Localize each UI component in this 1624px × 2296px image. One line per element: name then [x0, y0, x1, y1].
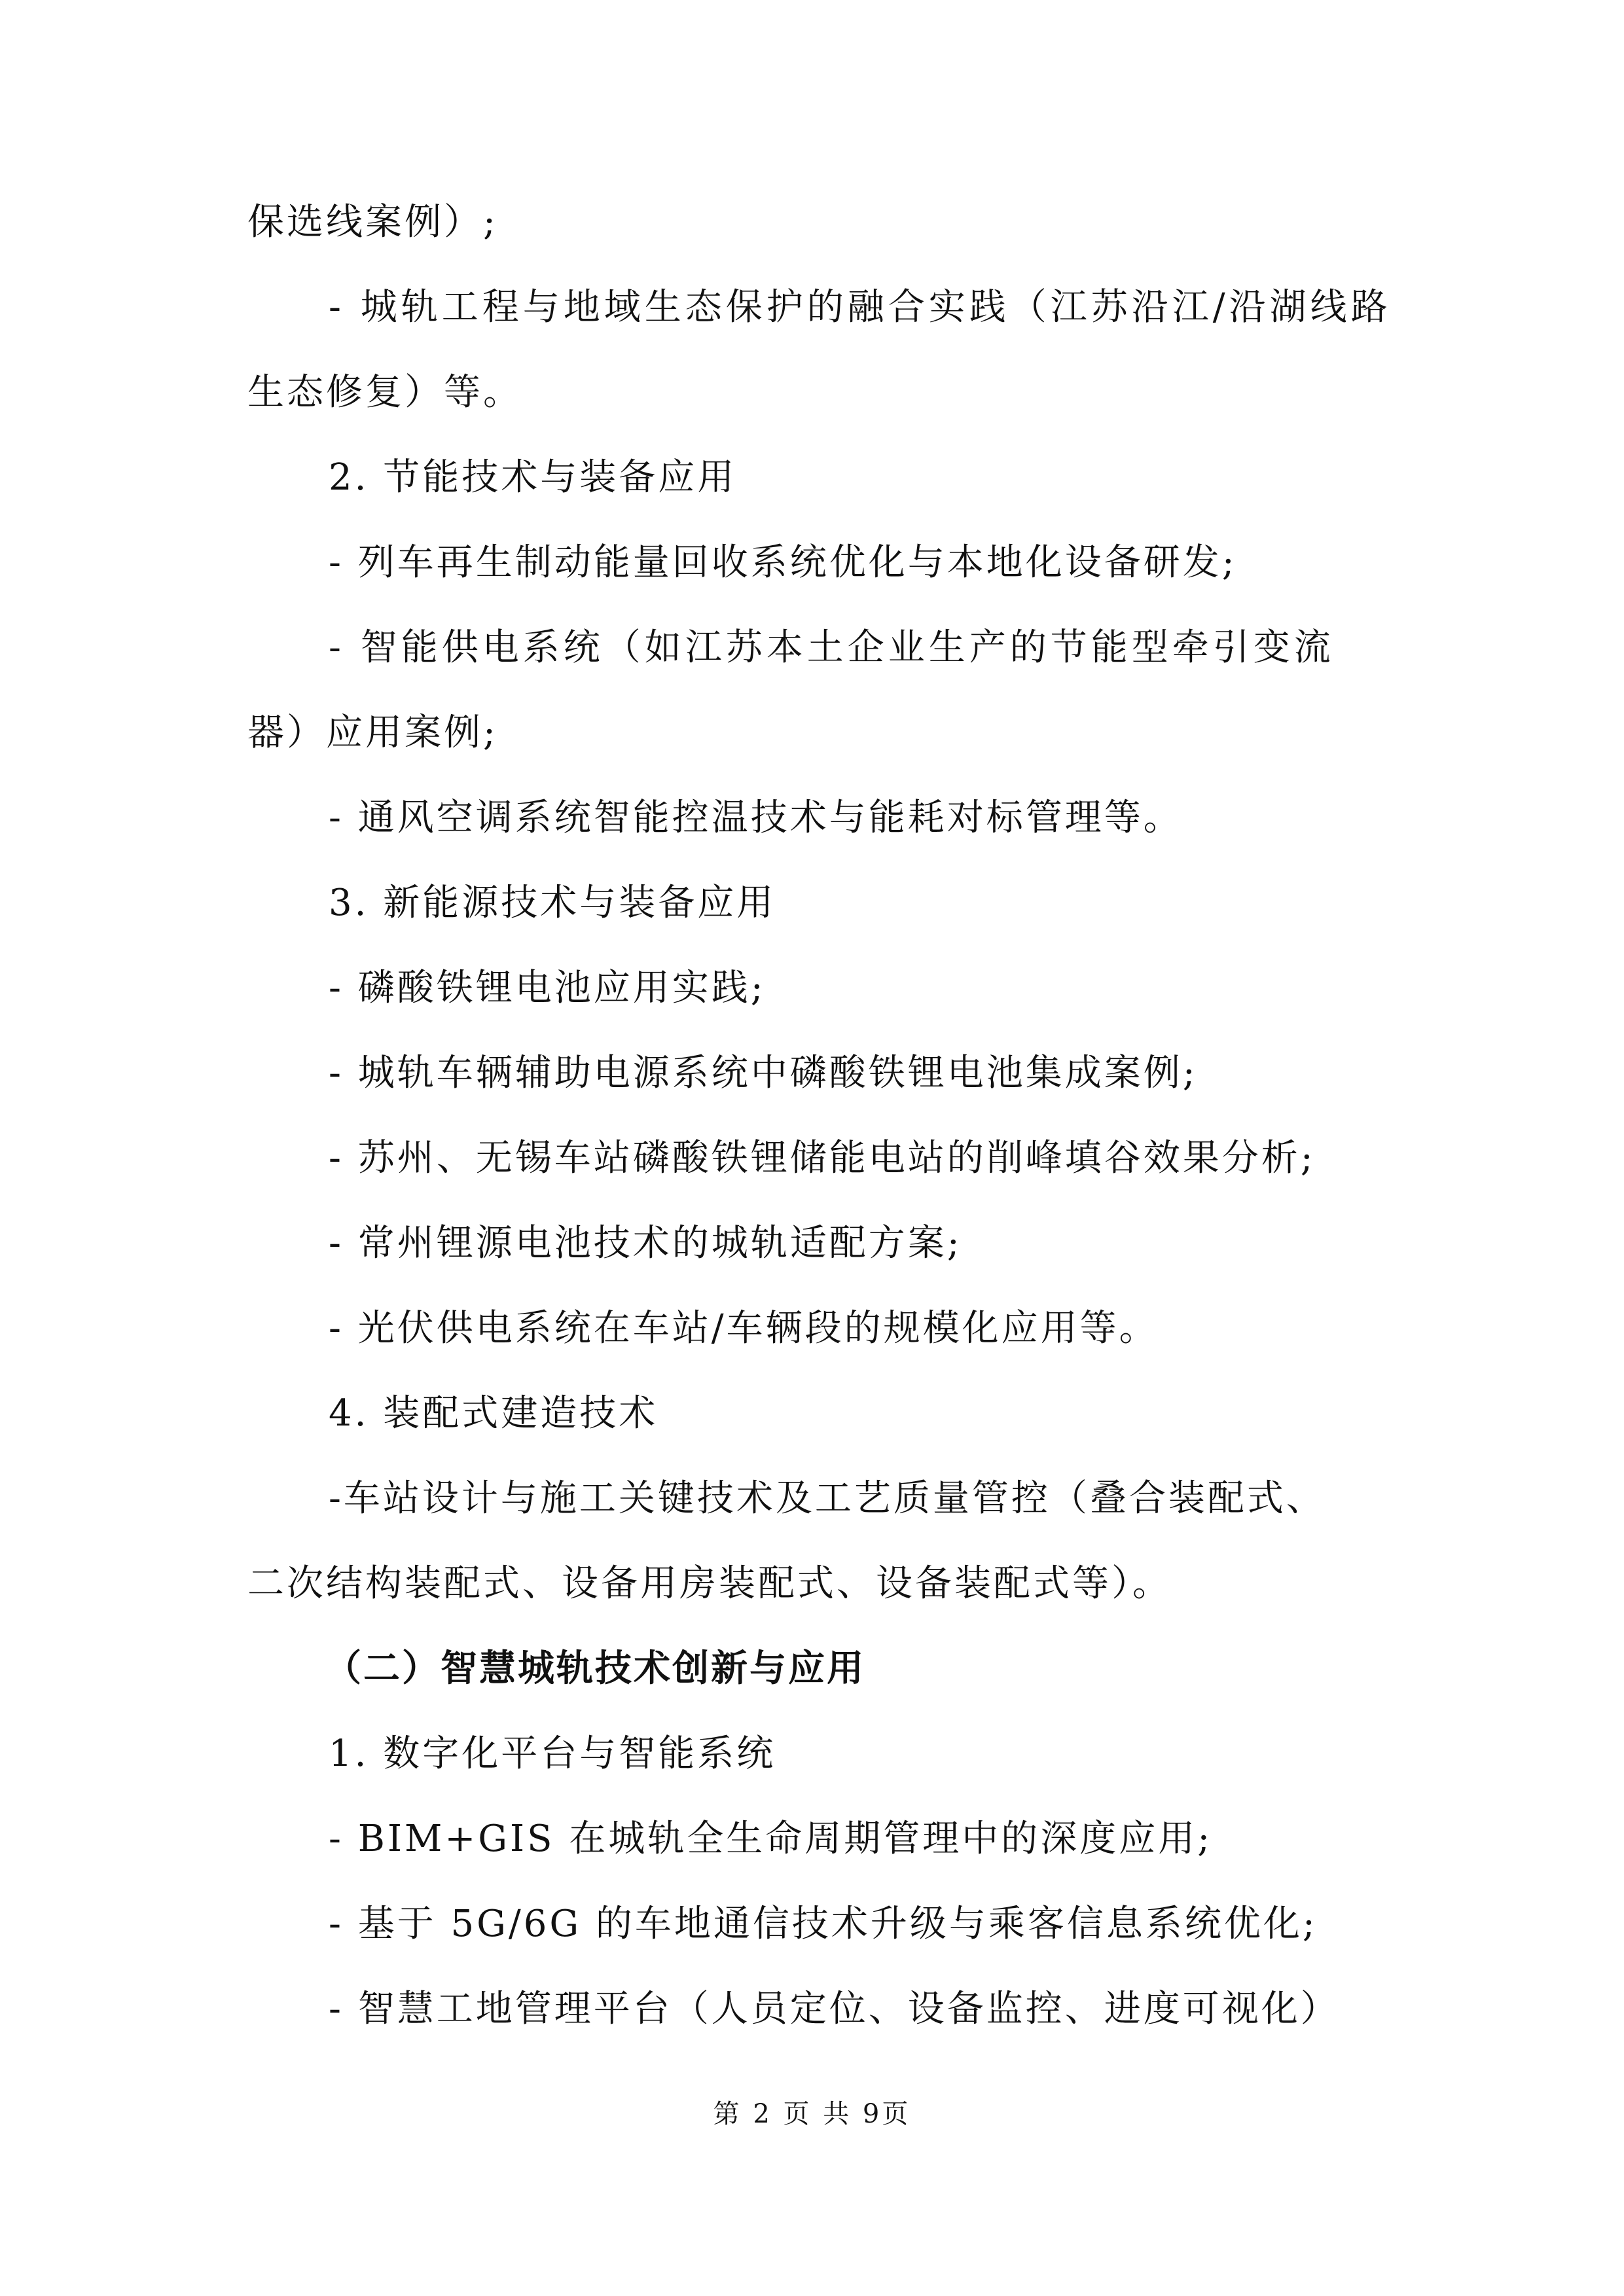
text-line-2: - 城轨工程与地域生态保护的融合实践（江苏沿江/沿湖线路	[329, 286, 1392, 329]
text-line-10: - 磷酸铁锂电池应用实践;	[329, 967, 766, 1009]
section-heading-prefab: 4. 装配式建造技术	[329, 1392, 659, 1435]
text-line-6: - 智能供电系统（如江苏本土企业生产的节能型牵引变流	[329, 626, 1335, 669]
section-heading-energy-saving: 2. 节能技术与装备应用	[329, 456, 737, 499]
text-line-5: - 列车再生制动能量回收系统优化与本地化设备研发;	[329, 541, 1237, 584]
page-number-footer: 第 2 页 共 9页	[713, 2099, 911, 2129]
text-line-14: - 光伏供电系统在车站/车辆段的规模化应用等。	[329, 1307, 1159, 1350]
text-line-11: - 城轨车辆辅助电源系统中磷酸铁锂电池集成案例;	[329, 1052, 1198, 1094]
section-heading-new-energy: 3. 新能源技术与装备应用	[329, 882, 776, 924]
text-line-12: - 苏州、无锡车站磷酸铁锂储能电站的削峰填谷效果分析;	[329, 1137, 1316, 1179]
section-heading-smart-rail: （二）智慧城轨技术创新与应用	[325, 1647, 865, 1690]
section-heading-digital-platform: 1. 数字化平台与智能系统	[329, 1732, 776, 1775]
text-line-1: 保选线案例）;	[247, 201, 498, 243]
text-line-21: - 基于 5G/6G 的车地通信技术升级与乘客信息系统优化;	[329, 1903, 1318, 1945]
text-line-16: -车站设计与施工关键技术及工艺质量管控（叠合装配式、	[329, 1477, 1326, 1520]
text-line-3: 生态修复）等。	[247, 371, 522, 414]
text-line-20: - BIM+GIS 在城轨全生命周期管理中的深度应用;	[329, 1818, 1213, 1860]
text-line-7: 器）应用案例;	[247, 711, 498, 754]
text-line-13: - 常州锂源电池技术的城轨适配方案;	[329, 1222, 962, 1265]
text-line-22: - 智慧工地管理平台（人员定位、设备监控、进度可视化）	[329, 1988, 1340, 2030]
text-line-17: 二次结构装配式、设备用房装配式、设备装配式等）。	[247, 1562, 1172, 1605]
text-line-8: - 通风空调系统智能控温技术与能耗对标管理等。	[329, 797, 1183, 839]
